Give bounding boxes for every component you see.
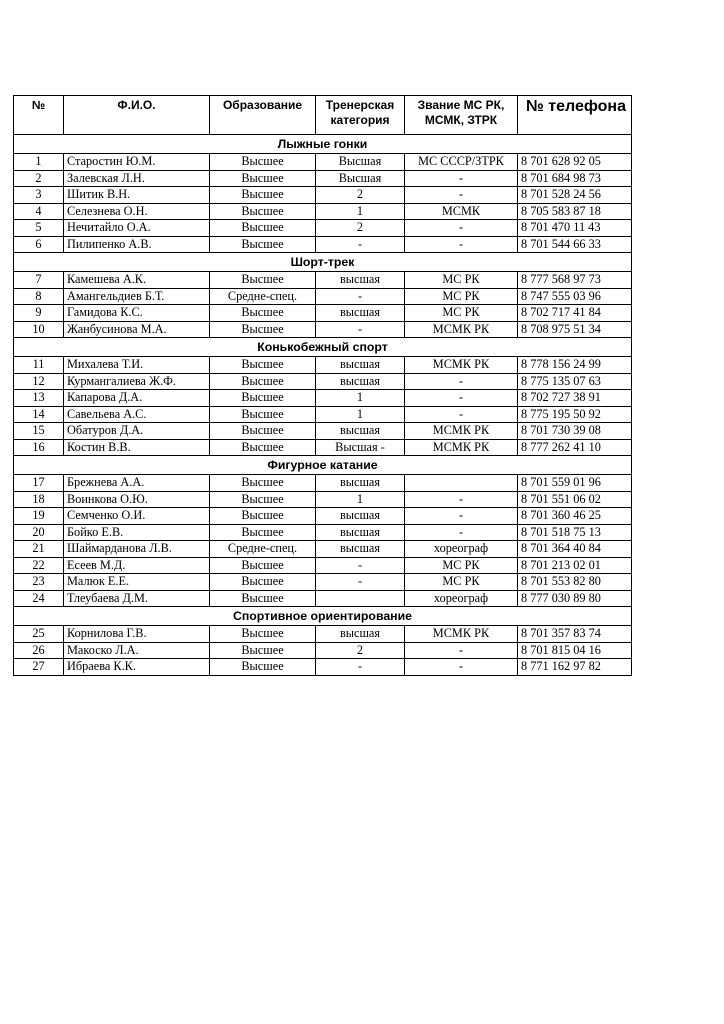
cell-category: - — [316, 288, 405, 305]
table-row — [14, 423, 632, 440]
cell-education: Высшее — [210, 187, 316, 204]
cell-category: высшая — [316, 524, 405, 541]
table-row — [14, 491, 632, 508]
cell-title: МС РК — [405, 272, 518, 289]
cell-title: МСМК РК — [405, 321, 518, 338]
cell-education: Высшее — [210, 626, 316, 643]
cell-phone: 8 701 360 46 25 — [518, 508, 632, 525]
header-title: Звание МС РК, МСМК, ЗТРК — [405, 96, 518, 135]
cell-phone: 8 777 030 89 80 — [518, 590, 632, 607]
header-num: № — [14, 96, 64, 135]
cell-phone: 8 771 162 97 82 — [518, 659, 632, 676]
cell-phone: 8 775 195 50 92 — [518, 406, 632, 423]
cell-name: Обатуров Д.А. — [64, 423, 210, 440]
cell-name: Ибраева К.К. — [64, 659, 210, 676]
cell-phone: 8 701 518 75 13 — [518, 524, 632, 541]
section-title: Лыжные гонки — [14, 135, 632, 154]
cell-name: Жанбусинова М.А. — [64, 321, 210, 338]
cell-category: высшая — [316, 305, 405, 322]
section-title: Конькобежный спорт — [14, 338, 632, 357]
cell-num: 23 — [14, 574, 64, 591]
cell-education: Высшее — [210, 390, 316, 407]
cell-num: 19 — [14, 508, 64, 525]
cell-education: Средне-спец. — [210, 288, 316, 305]
table-row — [14, 373, 632, 390]
cell-category: высшая — [316, 541, 405, 558]
cell-education: Высшее — [210, 439, 316, 456]
cell-num: 5 — [14, 220, 64, 237]
table-row — [14, 220, 632, 237]
cell-phone: 8 701 364 40 84 — [518, 541, 632, 558]
cell-phone: 8 708 975 51 34 — [518, 321, 632, 338]
cell-title: хореограф — [405, 590, 518, 607]
cell-title: МС РК — [405, 288, 518, 305]
cell-title: - — [405, 642, 518, 659]
cell-category: высшая — [316, 626, 405, 643]
cell-phone: 8 701 551 06 02 — [518, 491, 632, 508]
cell-education: Высшее — [210, 491, 316, 508]
cell-phone: 8 701 213 02 01 — [518, 557, 632, 574]
cell-title: - — [405, 187, 518, 204]
cell-title: МСМК РК — [405, 439, 518, 456]
table-row — [14, 154, 632, 171]
cell-category: - — [316, 321, 405, 338]
cell-education: Высшее — [210, 305, 316, 322]
cell-title: МС РК — [405, 557, 518, 574]
cell-education: Высшее — [210, 236, 316, 253]
section-row — [14, 607, 632, 626]
cell-num: 2 — [14, 170, 64, 187]
cell-title: - — [405, 406, 518, 423]
table-row — [14, 236, 632, 253]
cell-education: Высшее — [210, 659, 316, 676]
cell-name: Корнилова Г.В. — [64, 626, 210, 643]
cell-title: - — [405, 524, 518, 541]
cell-title: МС РК — [405, 574, 518, 591]
cell-phone: 8 777 568 97 73 — [518, 272, 632, 289]
cell-num: 8 — [14, 288, 64, 305]
cell-category: 1 — [316, 491, 405, 508]
cell-num: 16 — [14, 439, 64, 456]
cell-name: Брежнева А.А. — [64, 475, 210, 492]
table-row — [14, 203, 632, 220]
cell-title: - — [405, 373, 518, 390]
cell-num: 13 — [14, 390, 64, 407]
cell-category: - — [316, 574, 405, 591]
cell-education: Высшее — [210, 154, 316, 171]
cell-category: Высшая - — [316, 439, 405, 456]
cell-title: МСМК РК — [405, 423, 518, 440]
cell-num: 4 — [14, 203, 64, 220]
table-row — [14, 272, 632, 289]
cell-name: Курмангалиева Ж.Ф. — [64, 373, 210, 390]
cell-title: - — [405, 170, 518, 187]
cell-title: МСМК РК — [405, 357, 518, 374]
section-row — [14, 253, 632, 272]
cell-category: 1 — [316, 203, 405, 220]
cell-education: Высшее — [210, 574, 316, 591]
table-row — [14, 541, 632, 558]
cell-category: Высшая — [316, 154, 405, 171]
cell-education: Высшее — [210, 590, 316, 607]
cell-phone: 8 777 262 41 10 — [518, 439, 632, 456]
table-row — [14, 508, 632, 525]
cell-phone: 8 701 528 24 56 — [518, 187, 632, 204]
cell-num: 9 — [14, 305, 64, 322]
cell-category — [316, 590, 405, 607]
table-row — [14, 626, 632, 643]
cell-education: Высшее — [210, 373, 316, 390]
cell-education: Высшее — [210, 357, 316, 374]
cell-phone: 8 701 470 11 43 — [518, 220, 632, 237]
cell-category: высшая — [316, 508, 405, 525]
table-row — [14, 524, 632, 541]
cell-phone: 8 701 544 66 33 — [518, 236, 632, 253]
cell-category: - — [316, 659, 405, 676]
table-row — [14, 288, 632, 305]
cell-num: 24 — [14, 590, 64, 607]
table-row — [14, 557, 632, 574]
cell-category: высшая — [316, 357, 405, 374]
cell-education: Высшее — [210, 423, 316, 440]
cell-title: - — [405, 659, 518, 676]
header-row — [14, 96, 632, 135]
cell-education: Средне-спец. — [210, 541, 316, 558]
header-name: Ф.И.О. — [64, 96, 210, 135]
cell-num: 21 — [14, 541, 64, 558]
cell-category: Высшая — [316, 170, 405, 187]
cell-num: 12 — [14, 373, 64, 390]
cell-name: Костин В.В. — [64, 439, 210, 456]
cell-num: 3 — [14, 187, 64, 204]
cell-title: МС РК — [405, 305, 518, 322]
cell-num: 25 — [14, 626, 64, 643]
cell-name: Воинкова О.Ю. — [64, 491, 210, 508]
cell-num: 26 — [14, 642, 64, 659]
cell-num: 14 — [14, 406, 64, 423]
cell-phone: 8 705 583 87 18 — [518, 203, 632, 220]
cell-title: МСМК — [405, 203, 518, 220]
cell-category: - — [316, 236, 405, 253]
cell-num: 15 — [14, 423, 64, 440]
cell-name: Макоско Л.А. — [64, 642, 210, 659]
cell-num: 22 — [14, 557, 64, 574]
cell-education: Высшее — [210, 406, 316, 423]
cell-phone: 8 701 628 92 05 — [518, 154, 632, 171]
table-row — [14, 390, 632, 407]
table-row — [14, 357, 632, 374]
cell-phone: 8 775 135 07 63 — [518, 373, 632, 390]
cell-phone: 8 701 730 39 08 — [518, 423, 632, 440]
cell-num: 6 — [14, 236, 64, 253]
cell-title: - — [405, 220, 518, 237]
section-title: Фигурное катание — [14, 456, 632, 475]
cell-name: Капарова Д.А. — [64, 390, 210, 407]
cell-num: 18 — [14, 491, 64, 508]
cell-title: МС СССР/ЗТРК — [405, 154, 518, 171]
cell-education: Высшее — [210, 642, 316, 659]
cell-num: 17 — [14, 475, 64, 492]
section-title: Шорт-трек — [14, 253, 632, 272]
cell-category: высшая — [316, 423, 405, 440]
cell-title: хореограф — [405, 541, 518, 558]
cell-name: Есеев М.Д. — [64, 557, 210, 574]
coaches-table — [13, 95, 632, 676]
cell-category: 2 — [316, 187, 405, 204]
cell-title: - — [405, 390, 518, 407]
cell-num: 11 — [14, 357, 64, 374]
table-row — [14, 659, 632, 676]
cell-category: 2 — [316, 220, 405, 237]
cell-phone: 8 701 559 01 96 — [518, 475, 632, 492]
cell-title: - — [405, 236, 518, 253]
cell-phone: 8 778 156 24 99 — [518, 357, 632, 374]
cell-education: Высшее — [210, 475, 316, 492]
cell-name: Нечитайло О.А. — [64, 220, 210, 237]
cell-name: Михалева Т.И. — [64, 357, 210, 374]
cell-phone: 8 701 553 82 80 — [518, 574, 632, 591]
cell-phone: 8 701 357 83 74 — [518, 626, 632, 643]
cell-name: Шаймарданова Л.В. — [64, 541, 210, 558]
cell-category: 1 — [316, 390, 405, 407]
cell-phone: 8 747 555 03 96 — [518, 288, 632, 305]
cell-education: Высшее — [210, 203, 316, 220]
table-row — [14, 574, 632, 591]
cell-education: Высшее — [210, 557, 316, 574]
cell-name: Камешева А.К. — [64, 272, 210, 289]
cell-name: Старостин Ю.М. — [64, 154, 210, 171]
cell-name: Тлеубаева Д.М. — [64, 590, 210, 607]
cell-category: высшая — [316, 373, 405, 390]
table-header — [14, 96, 632, 135]
cell-education: Высшее — [210, 321, 316, 338]
table-row — [14, 475, 632, 492]
cell-name: Селезнева О.Н. — [64, 203, 210, 220]
cell-name: Савельева А.С. — [64, 406, 210, 423]
cell-num: 10 — [14, 321, 64, 338]
table-row — [14, 321, 632, 338]
section-title: Спортивное ориентирование — [14, 607, 632, 626]
cell-education: Высшее — [210, 220, 316, 237]
table-row — [14, 439, 632, 456]
cell-phone: 8 701 815 04 16 — [518, 642, 632, 659]
cell-title: - — [405, 508, 518, 525]
cell-name: Бойко Е.В. — [64, 524, 210, 541]
table-row — [14, 305, 632, 322]
section-row — [14, 135, 632, 154]
cell-num: 27 — [14, 659, 64, 676]
table-row — [14, 170, 632, 187]
cell-phone: 8 702 727 38 91 — [518, 390, 632, 407]
header-education: Образование — [210, 96, 316, 135]
cell-name: Шитик В.Н. — [64, 187, 210, 204]
table-body — [14, 135, 632, 676]
cell-education: Высшее — [210, 524, 316, 541]
table-row — [14, 590, 632, 607]
cell-phone: 8 701 684 98 73 — [518, 170, 632, 187]
cell-name: Амангельдиев Б.Т. — [64, 288, 210, 305]
cell-education: Высшее — [210, 170, 316, 187]
cell-title — [405, 475, 518, 492]
cell-name: Малюк Е.Е. — [64, 574, 210, 591]
header-category: Тренерская категория — [316, 96, 405, 135]
document-page — [13, 95, 631, 676]
section-row — [14, 338, 632, 357]
cell-phone: 8 702 717 41 84 — [518, 305, 632, 322]
table-row — [14, 642, 632, 659]
cell-num: 1 — [14, 154, 64, 171]
table-row — [14, 406, 632, 423]
cell-category: - — [316, 557, 405, 574]
cell-num: 7 — [14, 272, 64, 289]
cell-category: 2 — [316, 642, 405, 659]
cell-category: 1 — [316, 406, 405, 423]
header-phone: № телефона — [518, 96, 632, 135]
cell-name: Залевская Л.Н. — [64, 170, 210, 187]
cell-education: Высшее — [210, 272, 316, 289]
cell-name: Пилипенко А.В. — [64, 236, 210, 253]
cell-title: МСМК РК — [405, 626, 518, 643]
cell-name: Семченко О.И. — [64, 508, 210, 525]
table-row — [14, 187, 632, 204]
cell-title: - — [405, 491, 518, 508]
cell-education: Высшее — [210, 508, 316, 525]
cell-name: Гамидова К.С. — [64, 305, 210, 322]
section-row — [14, 456, 632, 475]
cell-category: высшая — [316, 475, 405, 492]
cell-num: 20 — [14, 524, 64, 541]
cell-category: высшая — [316, 272, 405, 289]
